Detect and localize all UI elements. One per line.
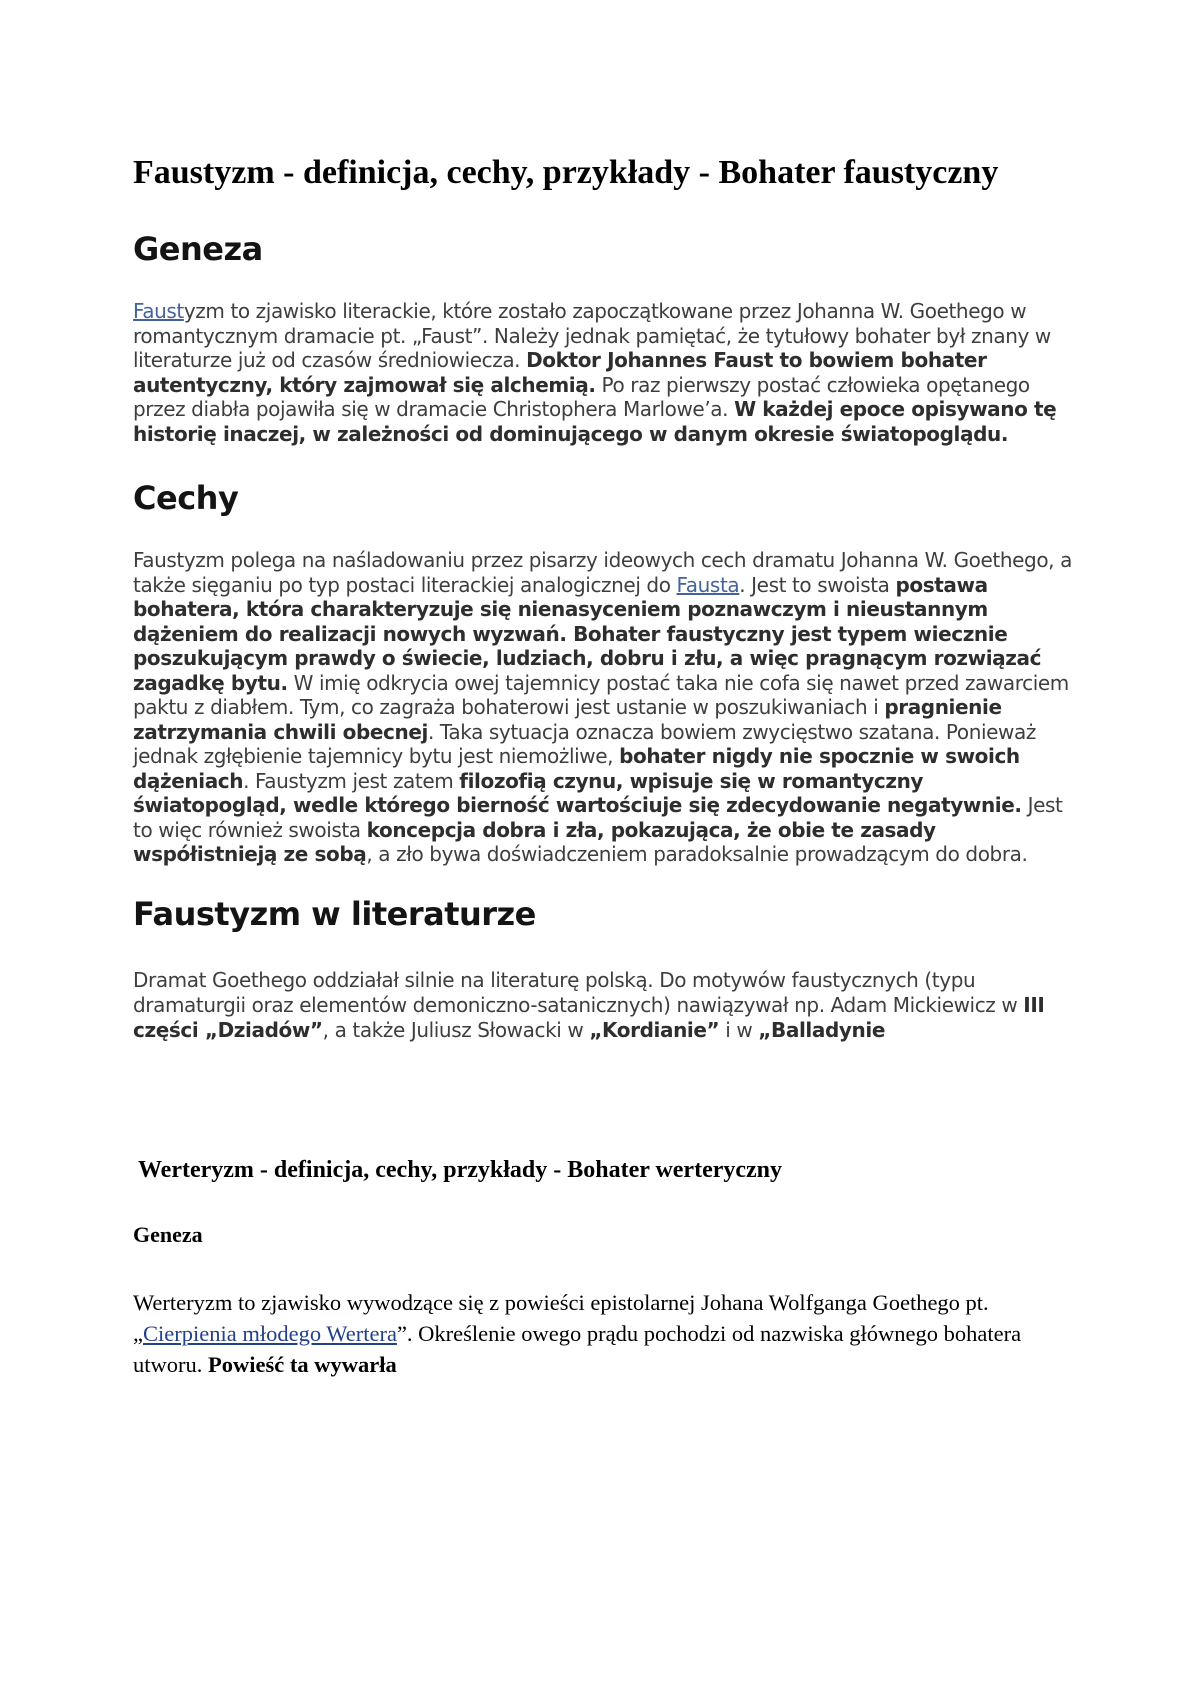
text-run: , a zło bywa doświadczeniem paradoksalnie prowadzącym do dobra. [366,842,1028,866]
document-content [0,150,1200,1380]
bold-text-run: bohater nigdy nie spocznie w swoich dążeniach [133,744,1020,793]
text-run: . Faustyzm jest zatem [243,768,460,793]
paragraph-faustyzm-w-literaturze [133,968,1073,1043]
text-run: i w [719,1017,759,1042]
article-title-werteryzm: Werteryzm - definicja, cechy, przykłady - Bohater werteryczny [138,1156,783,1183]
bold-text-run: III części „Dziadów” [133,992,1045,1042]
heading-cechy: Cechy [133,479,239,517]
text-run: Dramat Goethego oddziałał silnie na literaturę polską. Do motywów faustycznych (typu dramaturgii oraz elementów demoniczno-satanicznych) nawiązywał np. Adam Mickiewicz w [133,967,1024,1017]
article-title-faustyzm: Faustyzm - definicja, cechy, przykłady - Bohater faustyczny [133,154,999,191]
heading-geneza: Geneza [133,230,263,268]
paragraph-cechy [133,548,1073,867]
heading-geneza-werteryzm: Geneza [133,1221,203,1247]
bold-text-run: „Kordianie” [589,1017,720,1042]
text-run: yzm to zjawisko literackie, które zostało zapoczątkowane przez Johanna W. Goethego w romantycznym dramacie pt. „Faust”. Należy jednak pamiętać, że tytułowy bohater był znany w literaturze już od czasów średniowiecza. [133,299,1051,372]
paragraph-geneza [133,299,1073,446]
text-run: Faustyzm polega na naśladowaniu przez pisarzy ideowych cech dramatu Johanna W. Goethego, a także sięganiu po typ postaci literackiej analogicznej do [133,548,1072,597]
bold-text-run: Doktor Johannes Faust to bowiem bohater autentyczny, który zajmował się alchemią. [133,348,987,397]
bold-text-run: pragnienie zatrzymania chwili obecnej [133,695,1002,744]
text-link[interactable]: Cierpienia młodego Wertera [143,1320,397,1346]
text-run: Po raz pierwszy postać człowieka opętanego przez diabła pojawiła się w dramacie Christophera Marlowe’a. [133,372,1030,421]
text-link[interactable]: Faust [133,299,184,323]
heading-faustyzm-w-literaturze: Faustyzm w literaturze [133,894,536,933]
text-link[interactable]: Fausta [676,572,740,597]
text-run: W imię odkrycia owej tajemnicy postać taka nie cofa się nawet przed zawarciem paktu z diabłem. Tym, co zagraża bohaterowi jest ustanie w poszukiwaniach i [133,670,1069,719]
text-run: . Taka sytuacja oznacza bowiem zwycięstwo szatana. Ponieważ jednak zgłębienie tajemnicy bytu jest niemożliwe, [133,719,1036,768]
paragraph-geneza-werteryzm [133,1287,1048,1380]
text-run: ”. Określenie owego prądu pochodzi od nazwiska głównego bohatera utworu. [133,1320,1022,1377]
text-run: Werteryzm to zjawisko wywodzące się z powieści epistolarnej Johana Wolfganga Goethego pt. „ [133,1289,989,1346]
bold-text-run: filozofią czynu, wpisuje się w romantyczny światopogląd, wedle którego bierność wartościuje się zdecydowanie negatywnie. [133,768,1022,817]
text-run: Jest to więc również swoista [133,793,1063,842]
bold-text-run: postawa bohatera, która charakteryzuje się nienasyceniem poznawczym i nieustannym dążeniem do realizacji nowych wyzwań. Bohater faustyczny jest typem wiecznie poszukującym prawdy o świecie, ludziach, dobru i złu, a więc pragnącym rozwiązać zagadkę bytu. [133,572,1042,695]
bold-text-run: koncepcja dobra i zła, pokazująca, że obie te zasady współistnieją ze sobą [133,817,936,866]
bold-text-run: W każdej epoce opisywano tę historię inaczej, w zależności od dominującego w danym okresie światopoglądu. [133,397,1057,446]
bold-text-run: Powieść ta wywarła [208,1351,397,1377]
text-run: , a także Juliusz Słowacki w [322,1017,590,1042]
text-run: . Jest to swoista [739,572,896,597]
bold-text-run: „Balladynie [758,1017,885,1042]
